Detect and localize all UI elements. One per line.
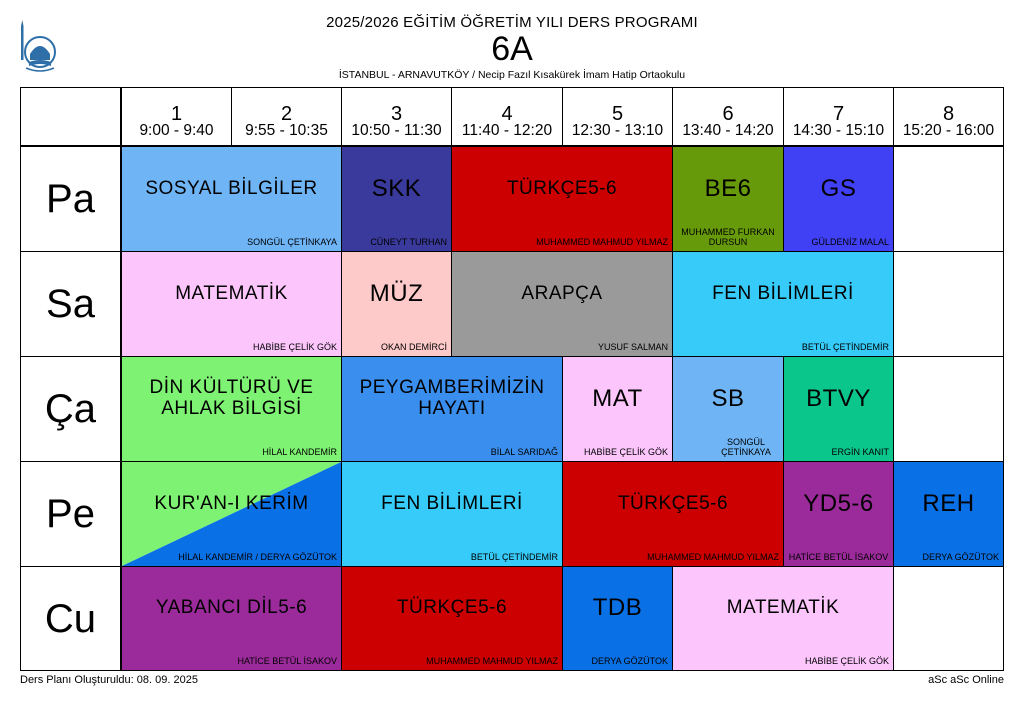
lesson-teacher: SONGÜL ÇETİNKAYA bbox=[247, 237, 337, 247]
period-number: 3 bbox=[390, 103, 403, 125]
lesson-teacher: SONGÜL ÇETİNKAYA bbox=[721, 437, 771, 457]
day-label-thursday: Pe bbox=[21, 461, 121, 566]
lesson-subject: REH bbox=[922, 489, 975, 517]
lesson-cell[interactable] bbox=[121, 461, 342, 567]
period-time: 15:20 - 16:00 bbox=[902, 122, 995, 139]
lesson-subject: TDB bbox=[592, 594, 643, 622]
lesson-teacher: HABİBE ÇELİK GÖK bbox=[583, 447, 668, 457]
period-time: 13:40 - 14:20 bbox=[682, 122, 774, 139]
lesson-teacher: GÜLDENİZ MALAL bbox=[811, 237, 889, 247]
period-header-7 bbox=[783, 88, 893, 146]
class-name: 6A bbox=[491, 30, 533, 68]
lesson-teacher: HABİBE ÇELİK GÖK bbox=[804, 656, 889, 666]
lesson-subject: YD5-6 bbox=[803, 489, 874, 517]
period-number: 2 bbox=[280, 103, 293, 125]
lesson-subject: MATEMATİK bbox=[726, 597, 840, 619]
lesson-cell[interactable] bbox=[121, 146, 342, 252]
lesson-subject: DİN KÜLTÜRÜ VE AHLAK BİLGİSİ bbox=[149, 377, 314, 419]
lesson-teacher: BETÜL ÇETİNDEMİR bbox=[470, 552, 558, 562]
lesson-cell[interactable] bbox=[341, 566, 563, 671]
period-number: 4 bbox=[501, 103, 513, 125]
lesson-subject: MAT bbox=[592, 384, 643, 412]
timetable-grid bbox=[20, 87, 1004, 671]
lesson-cell[interactable] bbox=[341, 356, 563, 462]
period-time: 14:30 - 15:10 bbox=[792, 122, 885, 139]
lesson-subject: TÜRKÇE5-6 bbox=[617, 492, 729, 514]
period-number: 8 bbox=[942, 103, 955, 125]
period-time: 9:55 - 10:35 bbox=[245, 122, 328, 139]
day-label-monday: Pa bbox=[21, 146, 121, 251]
lesson-cell[interactable] bbox=[783, 146, 894, 252]
lesson-cell[interactable] bbox=[121, 356, 342, 462]
lesson-teacher: HATİCE BETÜL İSAKOV bbox=[788, 552, 889, 562]
period-header-5 bbox=[562, 88, 672, 146]
period-header-3 bbox=[341, 88, 451, 146]
lesson-subject: TÜRKÇE5-6 bbox=[396, 597, 508, 619]
lesson-subject: YABANCI DİL5-6 bbox=[155, 597, 308, 619]
lesson-teacher: DERYA GÖZÜTOK bbox=[591, 656, 668, 666]
lesson-teacher: ERGİN KANIT bbox=[831, 447, 889, 457]
lesson-subject: BE6 bbox=[704, 174, 752, 202]
empty-cell[interactable] bbox=[893, 356, 1004, 462]
lesson-cell[interactable] bbox=[562, 566, 673, 671]
lesson-cell[interactable] bbox=[562, 356, 673, 462]
period-header-6 bbox=[672, 88, 783, 146]
period-time: 10:50 - 11:30 bbox=[351, 122, 442, 139]
period-header-8 bbox=[893, 88, 1003, 146]
lesson-subject: SKK bbox=[371, 174, 422, 202]
lesson-cell[interactable] bbox=[341, 251, 452, 357]
lesson-subject: SB bbox=[711, 384, 745, 412]
period-header-2 bbox=[231, 88, 341, 146]
day-label-friday: Cu bbox=[21, 566, 121, 671]
school-name: İSTANBUL - ARNAVUTKÖY / Necip Fazıl Kısakürek İmam Hatip Ortaokulu bbox=[338, 69, 686, 81]
lesson-subject: MÜZ bbox=[369, 279, 424, 307]
empty-cell[interactable] bbox=[893, 146, 1004, 252]
created-date: Ders Planı Oluşturuldu: 08. 09. 2025 bbox=[20, 674, 198, 686]
lesson-cell[interactable] bbox=[451, 146, 673, 252]
lesson-teacher: MUHAMMED FURKAN DURSUN bbox=[681, 227, 775, 247]
empty-cell[interactable] bbox=[893, 251, 1004, 357]
lesson-teacher: CÜNEYT TURHAN bbox=[370, 237, 447, 247]
lesson-teacher: HABİBE ÇELİK GÖK bbox=[252, 342, 337, 352]
lesson-teacher: HATİCE BETÜL İSAKOV bbox=[237, 656, 337, 666]
lesson-cell[interactable] bbox=[562, 461, 784, 567]
lesson-subject: KUR'AN-I KERİM bbox=[154, 492, 309, 514]
lesson-subject: MATEMATİK bbox=[175, 282, 288, 304]
brand-label: aSc aSc Online bbox=[928, 674, 1004, 686]
period-number: 7 bbox=[832, 103, 845, 125]
period-header-4 bbox=[451, 88, 562, 146]
lesson-teacher: BETÜL ÇETİNDEMİR bbox=[801, 342, 889, 352]
lesson-teacher: BİLAL SARIDAĞ bbox=[490, 447, 558, 457]
lesson-teacher: MUHAMMED MAHMUD YILMAZ bbox=[426, 656, 558, 666]
lesson-subject: ARAPÇA bbox=[521, 282, 603, 304]
lesson-cell[interactable] bbox=[451, 251, 673, 357]
period-time: 9:00 - 9:40 bbox=[139, 122, 214, 139]
period-time: 12:30 - 13:10 bbox=[571, 122, 664, 139]
lesson-cell[interactable] bbox=[672, 146, 784, 252]
lesson-teacher: HİLAL KANDEMİR / DERYA GÖZÜTOK bbox=[178, 552, 337, 562]
lesson-cell[interactable] bbox=[672, 251, 894, 357]
period-number: 5 bbox=[611, 103, 624, 125]
day-label-wednesday: Ça bbox=[21, 356, 121, 461]
empty-cell[interactable] bbox=[893, 566, 1004, 671]
lesson-subject: GS bbox=[820, 174, 857, 202]
lesson-subject: FEN BİLİMLERİ bbox=[712, 282, 854, 304]
lesson-teacher: YUSUF SALMAN bbox=[597, 342, 668, 352]
lesson-teacher: DERYA GÖZÜTOK bbox=[922, 552, 999, 562]
lesson-teacher: HİLAL KANDEMİR bbox=[262, 447, 337, 457]
period-number: 6 bbox=[722, 103, 734, 125]
schedule-title: 2025/2026 EĞİTİM ÖĞRETİM YILI DERS PROGRAMI bbox=[326, 14, 698, 31]
period-time: 11:40 - 12:20 bbox=[461, 122, 553, 139]
lesson-subject: TÜRKÇE5-6 bbox=[506, 177, 618, 199]
lesson-cell[interactable] bbox=[783, 461, 894, 567]
lesson-cell[interactable] bbox=[672, 356, 784, 462]
period-number: 1 bbox=[170, 103, 183, 125]
lesson-teacher: MUHAMMED MAHMUD YILMAZ bbox=[647, 552, 779, 562]
lesson-teacher: OKAN DEMİRCİ bbox=[380, 342, 447, 352]
grid-corner bbox=[21, 88, 121, 146]
lesson-cell[interactable] bbox=[121, 566, 342, 671]
day-label-tuesday: Sa bbox=[21, 251, 121, 356]
lesson-subject: FEN BİLİMLERİ bbox=[381, 492, 523, 514]
lesson-subject: SOSYAL BİLGİLER bbox=[145, 177, 318, 199]
lesson-cell[interactable] bbox=[121, 251, 342, 357]
lesson-teacher: MUHAMMED MAHMUD YILMAZ bbox=[536, 237, 668, 247]
lesson-cell[interactable] bbox=[783, 356, 894, 462]
lesson-cell[interactable] bbox=[341, 146, 452, 252]
period-header-1 bbox=[121, 88, 231, 146]
lesson-cell[interactable] bbox=[893, 461, 1004, 567]
lesson-cell[interactable] bbox=[341, 461, 563, 567]
lesson-cell[interactable] bbox=[672, 566, 894, 671]
lesson-subject: BTVY bbox=[806, 384, 871, 412]
lesson-subject: PEYGAMBERİMİZİN HAYATI bbox=[359, 377, 545, 419]
